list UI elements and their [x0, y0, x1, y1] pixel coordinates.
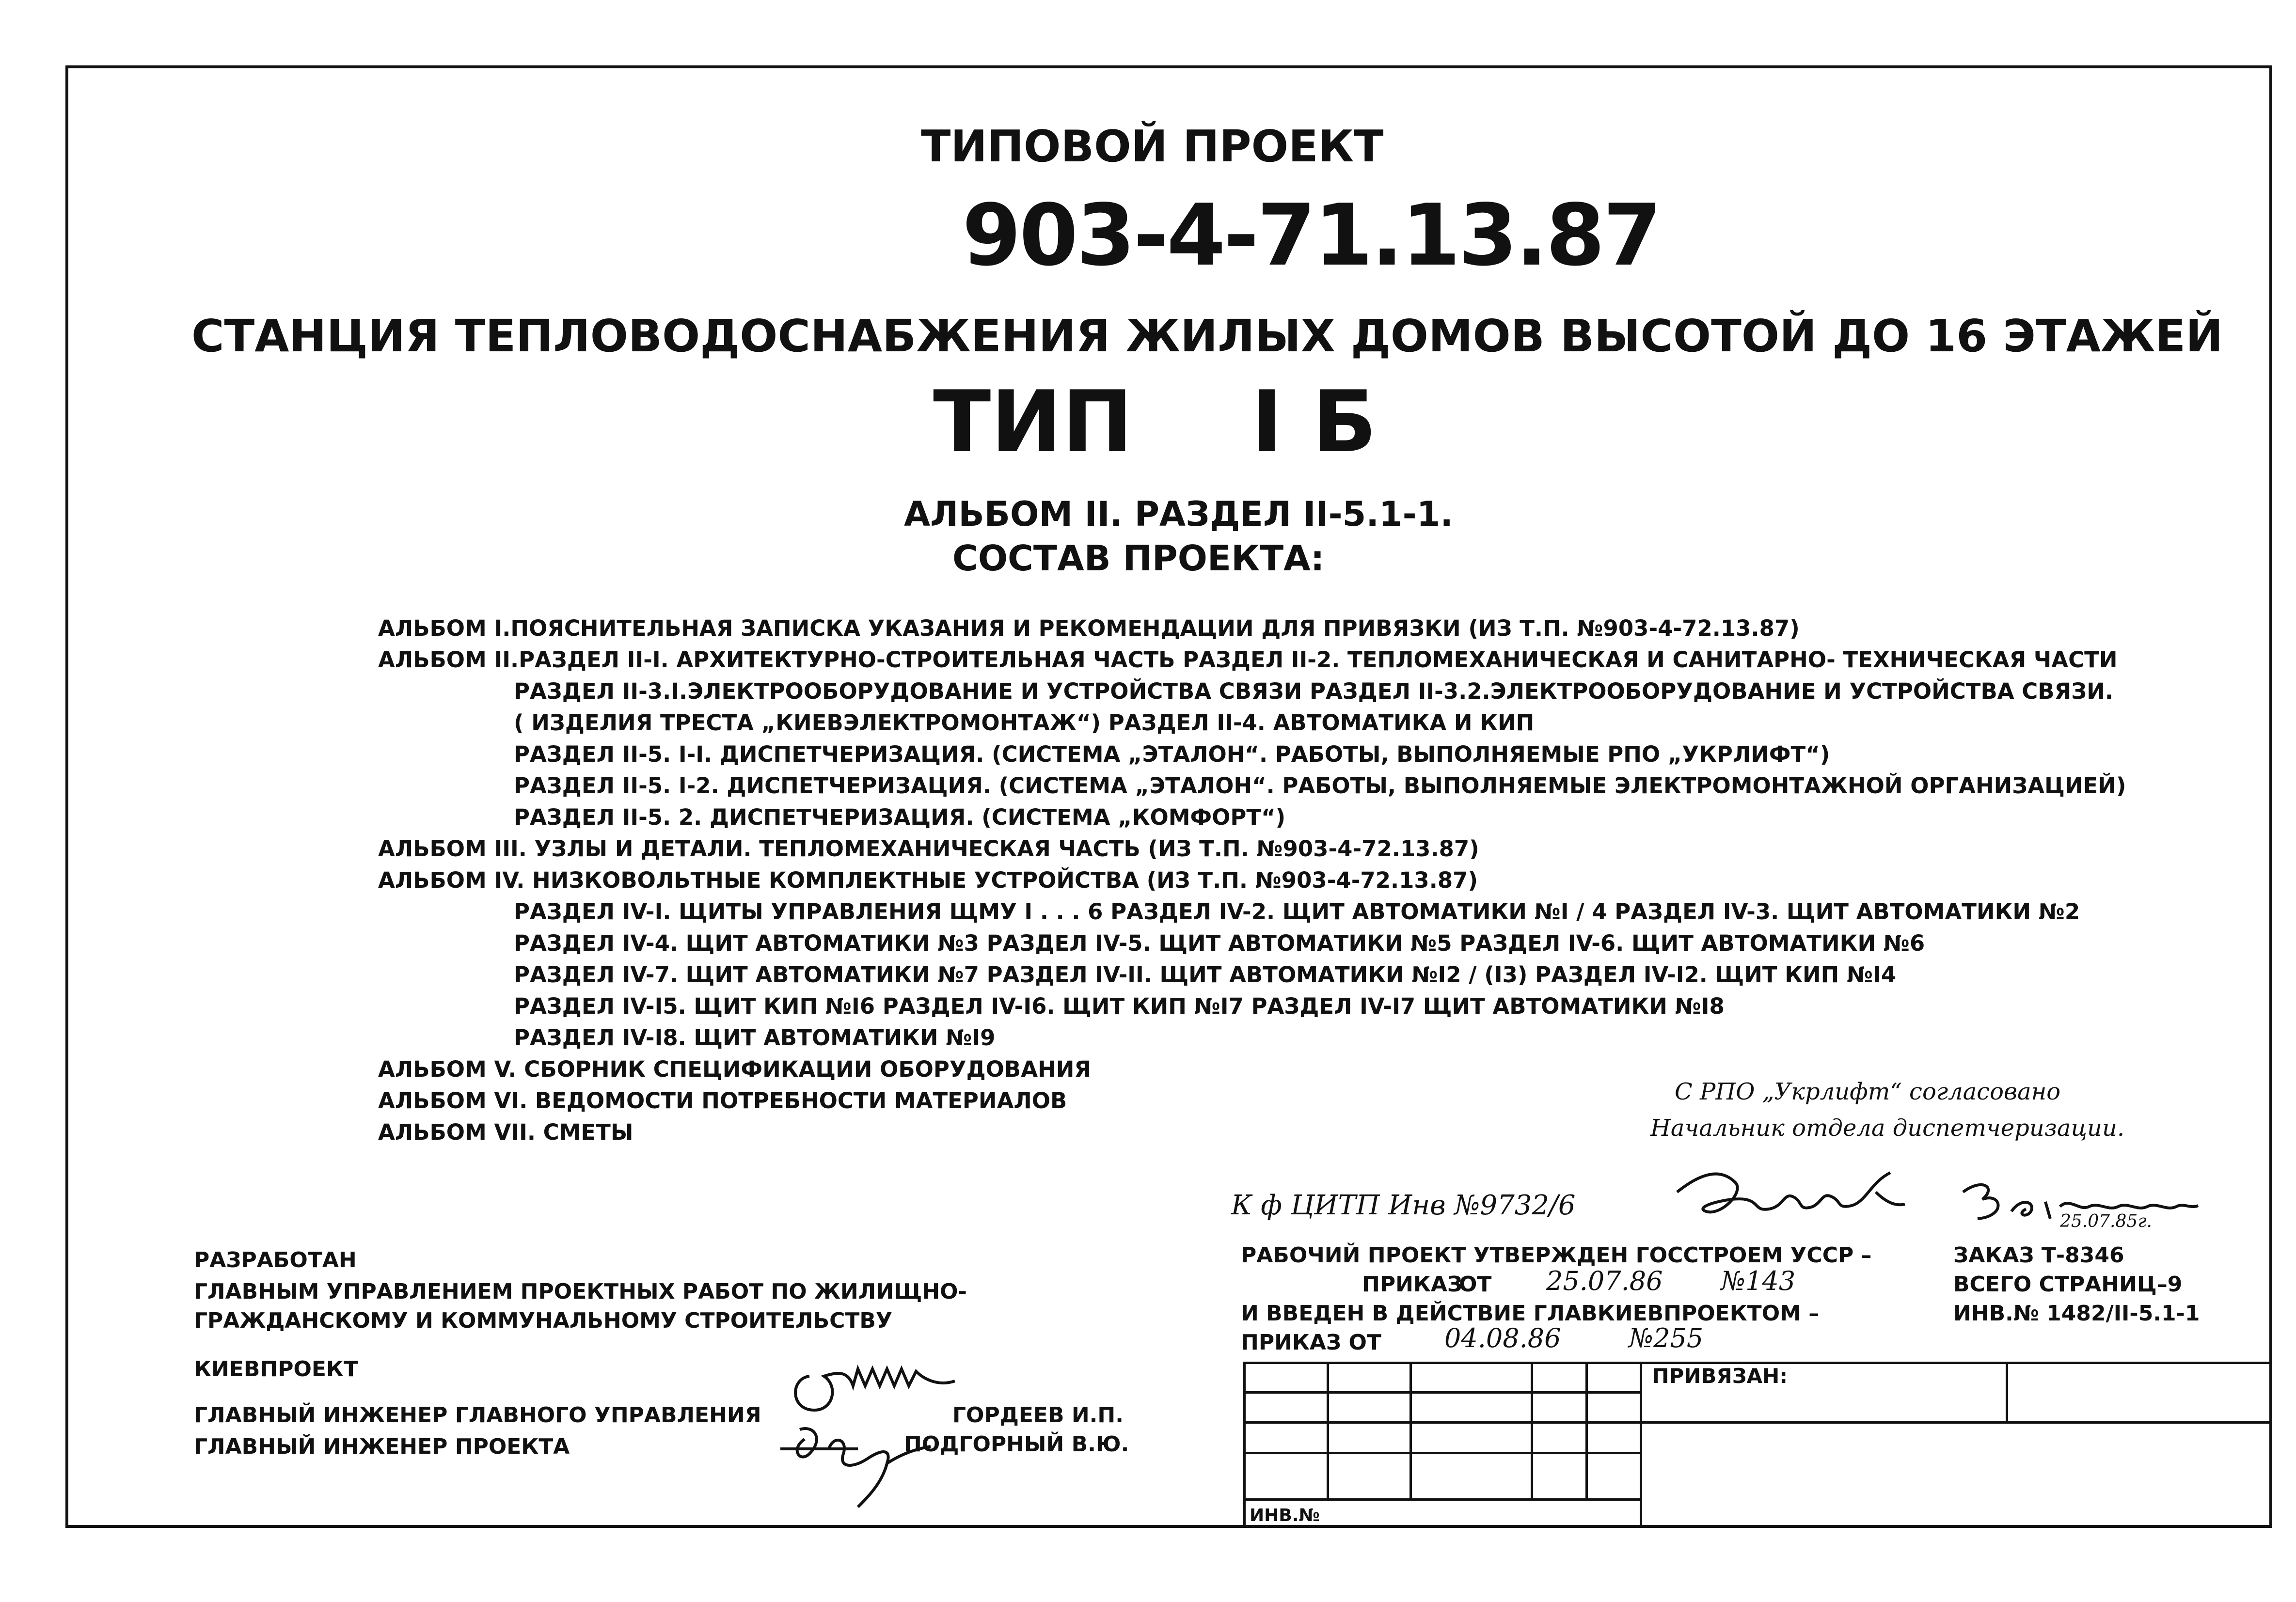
order-number: ЗАКАЗ Т-8346	[1953, 1243, 2124, 1268]
title-block-table	[1243, 1362, 2272, 1528]
project-type: ТИП I Б	[933, 373, 1377, 471]
composition-line: РАЗДЕЛ IV-I. ЩИТЫ УПРАВЛЕНИЯ ЩМУ I . . . 6 РАЗДЕЛ IV-2. ЩИТ АВТОМАТИКИ №I / 4 РАЗДЕЛ IV-3. ЩИТ АВТОМАТИКИ №2	[514, 899, 2080, 925]
developer-org-line2: ГРАЖДАНСКОМУ И КОММУНАЛЬНОМУ СТРОИТЕЛЬСТВУ	[194, 1308, 892, 1333]
signature-podgorny	[771, 1420, 955, 1517]
composition-line: АЛЬБОМ VI. ВЕДОМОСТИ ПОТРЕБНОСТИ МАТЕРИАЛОВ	[378, 1088, 1067, 1114]
order1-label: ПРИКАЗ	[1362, 1272, 1463, 1297]
composition-title: СОСТАВ ПРОЕКТА:	[952, 538, 1325, 579]
order1-number: №143	[1721, 1266, 1796, 1296]
composition-line: РАЗДЕЛ II-5. I-I. ДИСПЕТЧЕРИЗАЦИЯ. (СИСТЕМА „ЭТАЛОН“. РАБОТЫ, ВЫПОЛНЯЕМЫЕ РПО „УКРЛИФТ“)	[514, 741, 1830, 767]
composition-line: РАЗДЕЛ IV-I5. ЩИТ КИП №I6 РАЗДЕЛ IV-I6. ЩИТ КИП №I7 РАЗДЕЛ IV-I7 ЩИТ АВТОМАТИКИ №I8	[514, 993, 1725, 1019]
name-gordeev: ГОРДЕЕВ И.П.	[952, 1403, 1124, 1428]
composition-line: РАЗДЕЛ II-3.I.ЭЛЕКТРООБОРУДОВАНИЕ И УСТРОЙСТВА СВЯЗИ РАЗДЕЛ II-3.2.ЭЛЕКТРООБОРУДОВАНИЕ И УСТРОЙСТВА СВЯЗИ.	[514, 678, 2113, 704]
doc-type: ТИПОВОЙ ПРОЕКТ	[921, 121, 1384, 172]
composition-line: РАЗДЕЛ II-5. 2. ДИСПЕТЧЕРИЗАЦИЯ. (СИСТЕМА „КОМФОРТ“)	[514, 804, 1286, 830]
composition-line: ( ИЗДЕЛИЯ ТРЕСТА „КИЕВЭЛЕКТРОМОНТАЖ“) РАЗДЕЛ II-4. АВТОМАТИКА И КИП	[514, 710, 1535, 736]
order2-number: №255	[1629, 1323, 1704, 1353]
role-chief-engineer-directorate: ГЛАВНЫЙ ИНЖЕНЕР ГЛАВНОГО УПРАВЛЕНИЯ	[194, 1403, 761, 1428]
order2-label: ПРИКАЗ ОТ	[1241, 1330, 1381, 1355]
composition-line: АЛЬБОМ VII. СМЕТЫ	[378, 1119, 633, 1145]
approval-note-line2: Начальник отдела диспетчеризации.	[1650, 1115, 2125, 1142]
signature-gordeev	[780, 1357, 965, 1425]
inv-label: ИНВ.№	[1250, 1506, 1320, 1525]
name-podgorny: ПОДГОРНЫЙ В.Ю.	[904, 1432, 1129, 1457]
composition-line: АЛЬБОМ II.РАЗДЕЛ II-I. АРХИТЕКТУРНО-СТРОИТЕЛЬНАЯ ЧАСТЬ РАЗДЕЛ II-2. ТЕПЛОМЕХАНИЧЕСКАЯ И САНИТАРНО- ТЕХНИЧЕСКАЯ ЧАСТИ	[378, 647, 2118, 673]
composition-line: РАЗДЕЛ II-5. I-2. ДИСПЕТЧЕРИЗАЦИЯ. (СИСТЕМА „ЭТАЛОН“. РАБОТЫ, ВЫПОЛНЯЕМЫЕ ЭЛЕКТРОМОНТАЖНОЙ ОРГАНИЗАЦИЕЙ)	[514, 773, 2126, 799]
developer-org-line1: ГЛАВНЫМ УПРАВЛЕНИЕМ ПРОЕКТНЫХ РАБОТ ПО ЖИЛИЩНО-	[194, 1279, 967, 1304]
composition-line: АЛЬБОМ III. УЗЛЫ И ДЕТАЛИ. ТЕПЛОМЕХАНИЧЕСКАЯ ЧАСТЬ (ИЗ Т.П. №903-4-72.13.87)	[378, 836, 1479, 862]
order1-date: 25.07.86	[1546, 1266, 1663, 1296]
approval-note-line1: С РПО „Укрлифт“ согласовано	[1675, 1078, 2061, 1105]
composition-line: АЛЬБОМ IV. НИЗКОВОЛЬТНЫЕ КОМПЛЕКТНЫЕ УСТРОЙСТВА (ИЗ Т.П. №903-4-72.13.87)	[378, 867, 1478, 893]
order1-from: ОТ	[1459, 1272, 1492, 1297]
bound-label: ПРИВЯЗАН:	[1652, 1364, 1788, 1388]
inventory-number: ИНВ.№ 1482/II-5.1-1	[1953, 1301, 2200, 1326]
developer-label: РАЗРАБОТАН	[194, 1248, 357, 1272]
signature-date: 25.07.85г.	[2060, 1211, 2152, 1231]
total-pages: ВСЕГО СТРАНИЦ–9	[1953, 1272, 2183, 1297]
album-section: АЛЬБОМ II. РАЗДЕЛ II-5.1-1.	[904, 494, 1453, 534]
project-title: СТАНЦИЯ ТЕПЛОВОДОСНАБЖЕНИЯ ЖИЛЫХ ДОМОВ ВЫСОТОЙ ДО 16 ЭТАЖЕЙ	[191, 310, 2223, 362]
approval-line3: И ВВЕДЕН В ДЕЙСТВИЕ ГЛАВКИЕВПРОЕКТОМ –	[1241, 1301, 1820, 1326]
approval-line1: РАБОЧИЙ ПРОЕКТ УТВЕРЖДЕН ГОССТРОЕМ УССР –	[1241, 1243, 1872, 1268]
order2-date: 04.08.86	[1444, 1323, 1561, 1353]
project-number: 903-4-71.13.87	[962, 187, 1660, 285]
archive-stamp: К ф ЦИТП Инв №9732/6	[1231, 1190, 1576, 1221]
signature-approver	[1663, 1163, 1915, 1231]
role-chief-engineer-project: ГЛАВНЫЙ ИНЖЕНЕР ПРОЕКТА	[194, 1434, 570, 1459]
composition-line: РАЗДЕЛ IV-4. ЩИТ АВТОМАТИКИ №3 РАЗДЕЛ IV-5. ЩИТ АВТОМАТИКИ №5 РАЗДЕЛ IV-6. ЩИТ АВТОМАТИКИ №6	[514, 930, 1925, 956]
institute-name: КИЕВПРОЕКТ	[194, 1357, 358, 1382]
composition-line: АЛЬБОМ V. СБОРНИК СПЕЦИФИКАЦИИ ОБОРУДОВАНИЯ	[378, 1056, 1092, 1082]
composition-line: РАЗДЕЛ IV-7. ЩИТ АВТОМАТИКИ №7 РАЗДЕЛ IV-II. ЩИТ АВТОМАТИКИ №I2 / (I3) РАЗДЕЛ IV-I2. ЩИТ КИП №I4	[514, 962, 1897, 988]
composition-line: РАЗДЕЛ IV-I8. ЩИТ АВТОМАТИКИ №I9	[514, 1025, 996, 1051]
composition-line: АЛЬБОМ I.ПОЯСНИТЕЛЬНАЯ ЗАПИСКА УКАЗАНИЯ И РЕКОМЕНДАЦИИ ДЛЯ ПРИВЯЗКИ (ИЗ Т.П. №903-4-72.13.87)	[378, 615, 1800, 641]
